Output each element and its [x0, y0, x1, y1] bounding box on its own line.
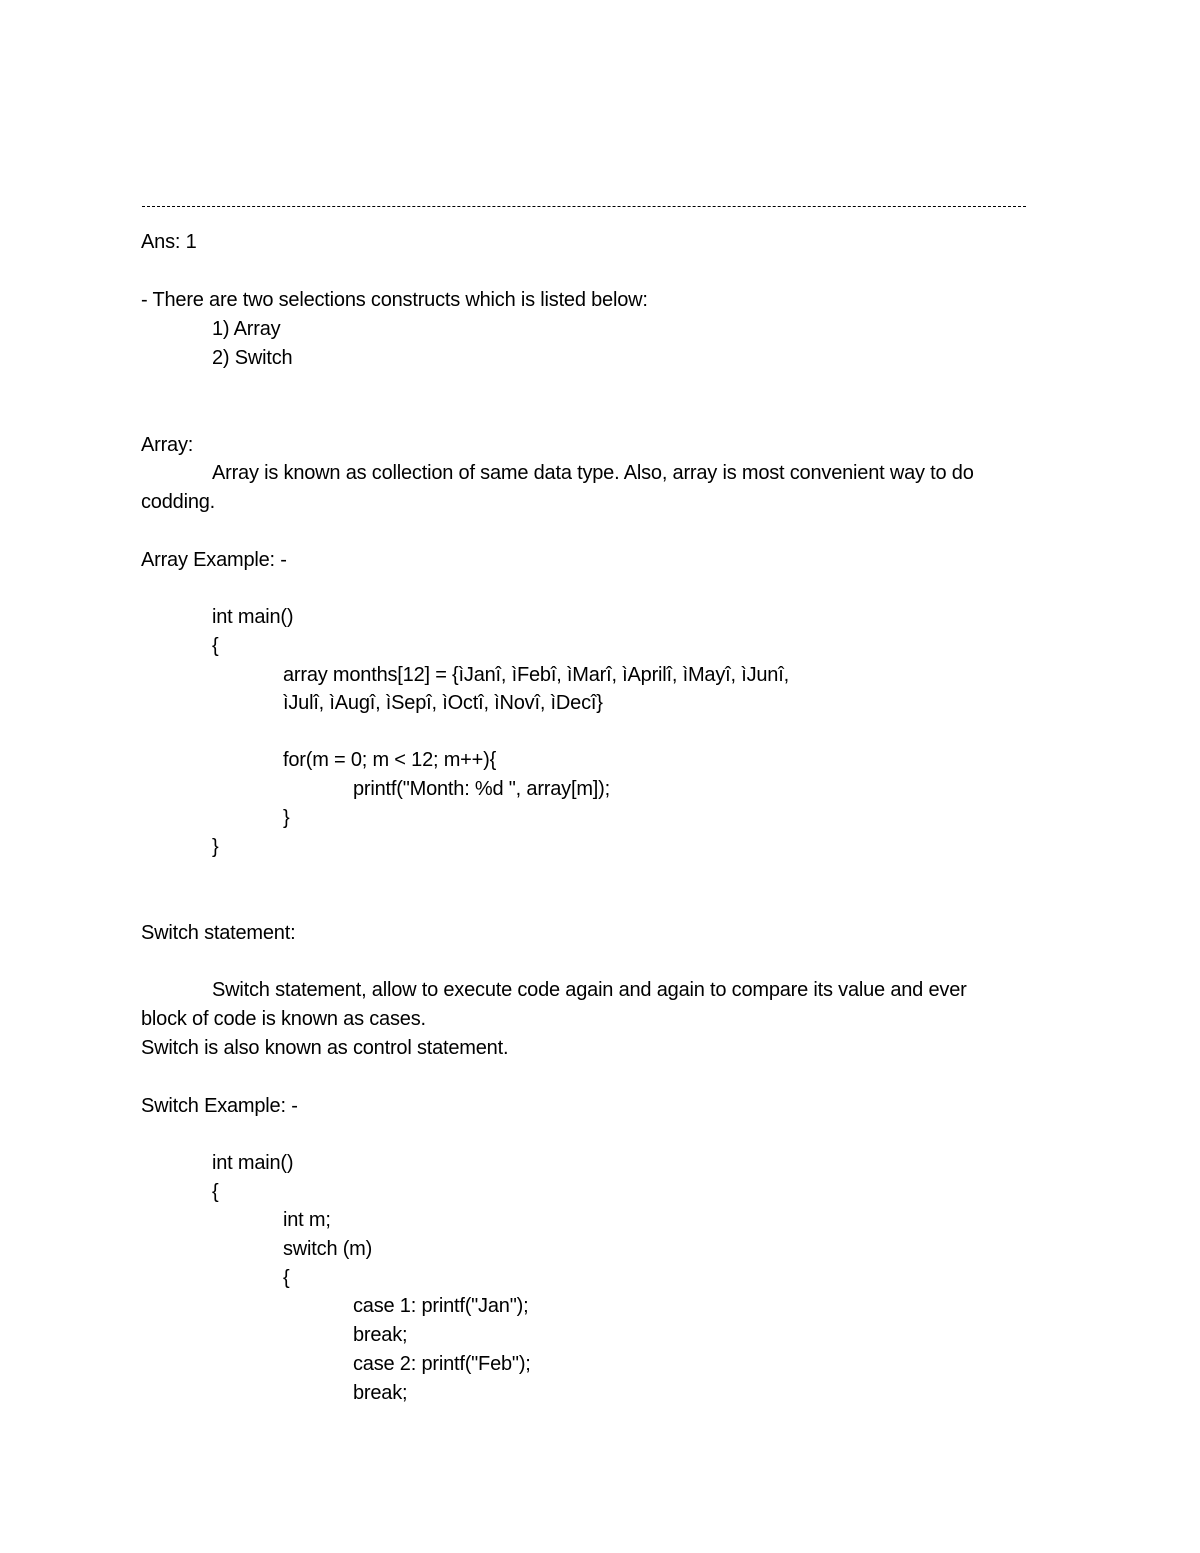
array-example-heading: Array Example: - [141, 549, 287, 571]
separator-line [142, 206, 1026, 207]
switch-paragraph-line: Switch statement, allow to execute code again and again to compare its value and ever [212, 979, 967, 1001]
switch-paragraph-line: block of code is known as cases. [141, 1008, 426, 1030]
answer-heading: Ans: 1 [141, 231, 197, 253]
array-heading: Array: [141, 434, 194, 456]
intro-text: - There are two selections constructs which is listed below: [141, 289, 648, 311]
code-line: for(m = 0; m < 12; m++){ [283, 749, 497, 771]
code-line: { [212, 635, 219, 657]
code-line: array months[12] = {ìJanî, ìFebî, ìMarî, ìAprilî, ìMayî, ìJunî, [283, 664, 789, 686]
list-item: 2) Switch [212, 347, 293, 369]
code-line: switch (m) [283, 1238, 373, 1260]
code-line: { [212, 1181, 219, 1203]
code-line: break; [353, 1382, 408, 1404]
code-line: int main() [212, 1152, 294, 1174]
list-item: 1) Array [212, 318, 281, 340]
code-line: } [212, 836, 219, 858]
code-line: int main() [212, 606, 294, 628]
array-paragraph-line: Array is known as collection of same data type. Also, array is most convenient way to do [212, 462, 974, 484]
switch-heading: Switch statement: [141, 922, 296, 944]
code-line: break; [353, 1324, 408, 1346]
code-line: case 1: printf("Jan"); [353, 1295, 529, 1317]
switch-example-heading: Switch Example: - [141, 1095, 298, 1117]
array-paragraph-line: codding. [141, 491, 216, 513]
code-line: { [283, 1267, 290, 1289]
code-line: ìJulî, ìAugî, ìSepî, ìOctî, ìNovî, ìDecî} [283, 692, 603, 714]
code-line: case 2: printf("Feb"); [353, 1353, 531, 1375]
code-line: } [283, 807, 290, 829]
code-line: int m; [283, 1209, 331, 1231]
switch-paragraph-line: Switch is also known as control statement. [141, 1037, 509, 1059]
code-line: printf("Month: %d ", array[m]); [353, 778, 610, 800]
